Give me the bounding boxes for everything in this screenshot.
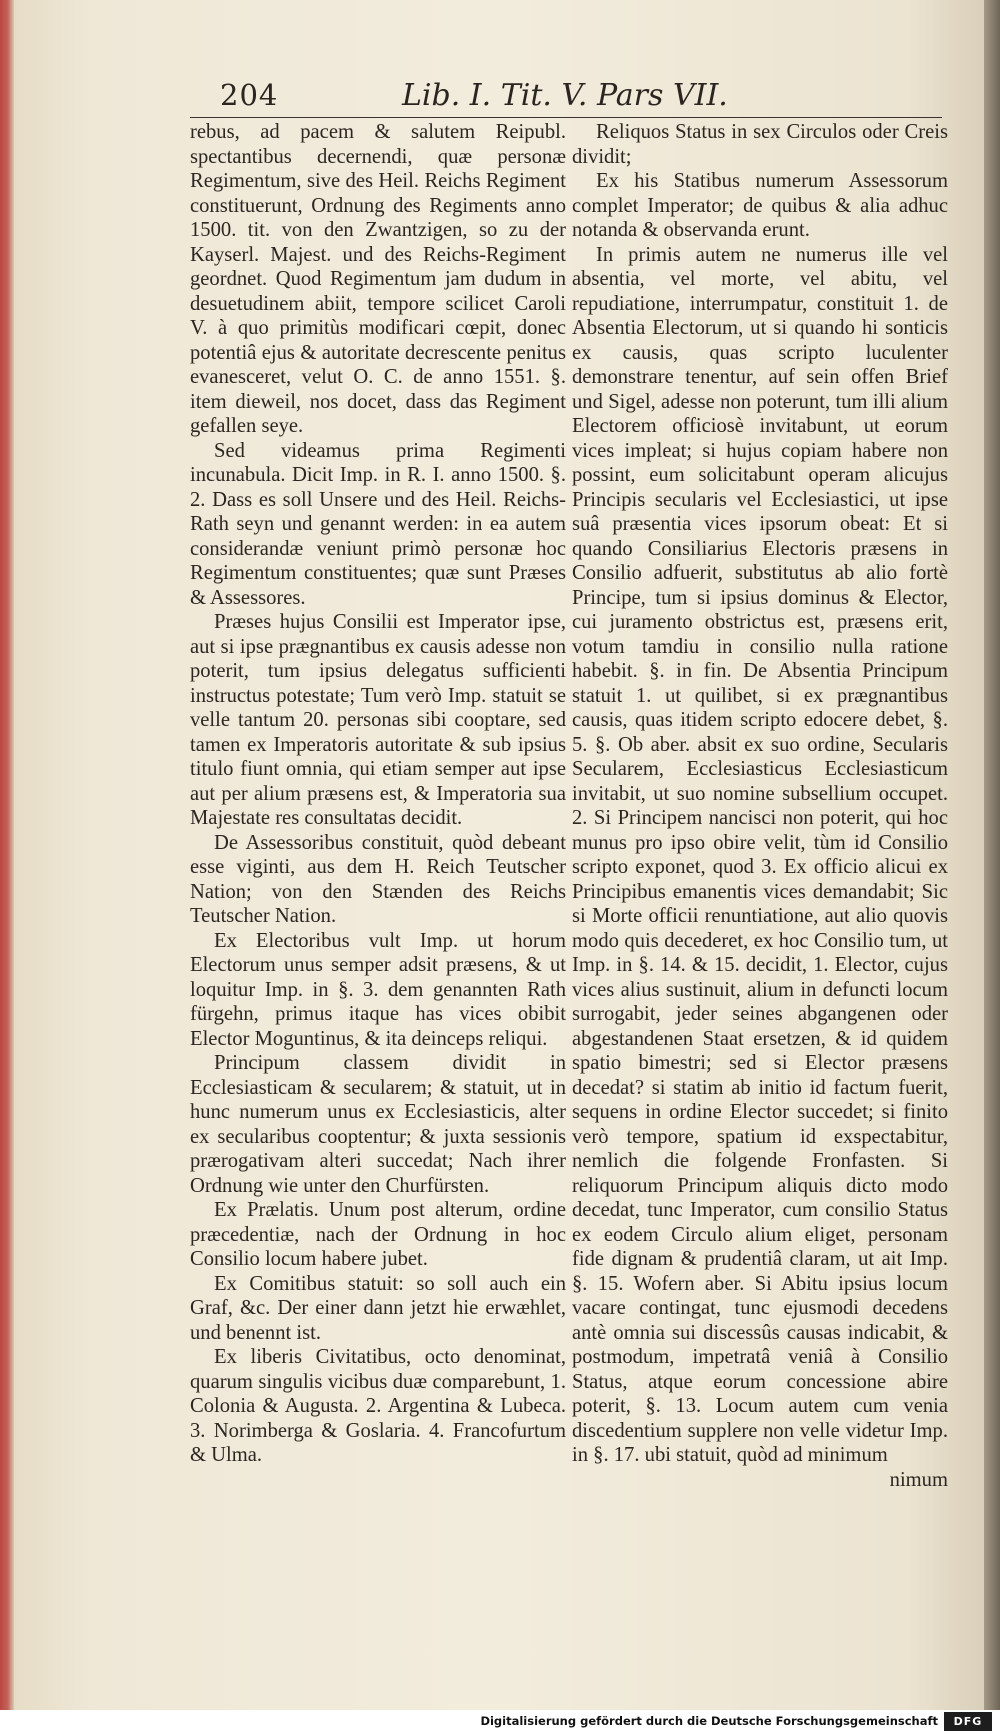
paragraph: In primis autem ne numerus ille vel absentia, vel morte, vel abitu, vel repudiatione, interrumpatur, constituit 1. de Absentia Electorum, ut si quando hi sonticis ex causis, quas scripto luculenter demonstrare tenentur, auf sein offen Brief und Sigel, adesse non poterunt, tum illi alium Electorem officiosè invitabunt, ut eorum vices impleat; si hujus copiam habere non possint, eum solicitabunt operam alicujus Principis secularis vel Ecclesiastici, ut ipse suâ præsentia vices ipsorum obeat: Et si quando Consiliarius Electoris præsens in Consilio adfuerit, substitutus ab alio fortè Principe, tum si ipsius dominus & Elector, cui juramento obstrictus est, præsens erit, votum tamdiu in consilio nulla ratione habebit. §. in fin. De Absentia Principum statuit 1. ut quilibet, si ex prægnantibus causis, quas itidem scripto edocere debet, §. 5. §. Ob aber. absit ex suo ordine, Secularis Secularem, Ecclesiasticus Ecclesiasticum invitabit, ut suo nomine subsellium occupet. 2. Si Principem nancisci non poterit, qui hoc munus pro ipso obire velit, tùm id Consilio scripto exponet, quod 3. Ex officio alicui ex Principibus emanentis vices demandabit; Sic si Morte officii renuntiatione, aut alio quovis modo quis decederet, ex hoc Consilio tum, ut Imp. in §. 14. & 15. decidit, 1. Elector, cujus vices alius sustinuit, alium in defuncti locum surrogabit, jeder seines abgangenen oder abgestandenen Staat ersetzen, & id quidem spatio bimestri; sed si Elector præsens decedat? si statim ab initio id factum fuerit, sequens in ordine Elector succedet; si finito verò tempore, spatium id exspectabitur, nemlich die folgende Fronfasten. Si reliquorum Principum aliquis dicto modo decedat, tunc Imperator, cum consilio Status ex eodem Circulo alium eliget, personam fide dignam & prudentiâ claram, ut ait Imp. §. 15. Wofern aber. Si Abitu ipsius locum vacare contingat, tunc ejusmodi decedens antè omnia sui discessûs causas indicabit, & postmodum, impetratâ veniâ à Consilio Status, atque eorum concessione abire poterit, §. 13. Locum autem cum venia discedentium supplere non velle videtur Imp. in §. 17. ubi statuit, quòd ad minimum (572, 243, 948, 1466)
left-column (190, 120, 566, 1468)
paragraph: Ex Prælatis. Unum post alterum, ordine præcedentiæ, nach der Ordnung in hoc Consilio locum habere jubet. (190, 1199, 566, 1270)
paragraph: rebus, ad pacem & salutem Reipubl. spectantibus decernendi, quæ personæ Regimentum, sive des Heil. Reichs Regiment constituerunt, Ordnung des Regiments anno 1500. tit. von den Zwantzigen, so zu der Kayserl. Majest. und des Reichs-Regiment geordnet. Quod Regimentum jam dudum in desuetudinem abiit, tempore scilicet Caroli V. à quo primitùs modificari cœpit, donec potentiâ ejus & autoritate decrescente penitus evanesceret, velut O. C. de anno 1551. §. item dieweil, nos docet, dass das Regiment gefallen seye. (190, 121, 566, 437)
page-header (190, 78, 950, 122)
header-rule (190, 117, 942, 118)
right-column (572, 120, 948, 1492)
running-head: Lib. I. Tit. V. Pars VII. (402, 78, 728, 113)
paragraph: Ex his Statibus numerum Assessorum complet Imperator; de quibus & alia adhuc notanda & observanda erunt. (572, 170, 948, 241)
page-number: 204 (220, 78, 279, 112)
paragraph: Ex Electoribus vult Imp. ut horum Electorum unus semper adsit præsens, & ut loquitur Imp. in §. 3. dem genannten Rath fürgehn, primus itaque has vices obibit Elector Moguntinus, & ita deinceps reliqui. (190, 929, 566, 1050)
catchword: nimum (889, 1468, 948, 1491)
page-fore-edge (984, 0, 1000, 1734)
book-spine-edge (0, 0, 14, 1734)
paragraph: Reliquos Status in sex Circulos oder Creis dividit; (572, 121, 948, 168)
paragraph: De Assessoribus constituit, quòd debeant esse viginti, aus dem H. Reich Teutscher Nation; von den Stænden des Reichs Teutscher Nation. (190, 831, 566, 927)
dfg-logo-icon: DFG (944, 1712, 992, 1731)
footer-credit: Digitalisierung gefördert durch die Deutsche Forschungsgemeinschaft (480, 1714, 938, 1728)
paragraph: Ex liberis Civitatibus, octo denominat, quarum singulis vicibus duæ comparebunt, 1. Colonia & Augusta. 2. Argentina & Lubeca. 3. Norimberga & Goslaria. 4. Francofurtum & Ulma. (190, 1346, 566, 1466)
paragraph: Principum classem dividit in Ecclesiasticam & secularem; & statuit, ut in hunc numerum unus ex Ecclesiasticis, alter ex secularibus cooptentur; & juxta sessionis prærogativam alteri succedat; Nach ihrer Ordnung wie unter den Churfürsten. (190, 1052, 566, 1197)
paragraph: Ex Comitibus statuit: so soll auch ein Graf, &c. Der einer dann jetzt hie erwæhlet, und benennt ist. (190, 1272, 566, 1344)
digitization-footer (0, 1710, 1000, 1734)
paragraph: Sed videamus prima Regimenti incunabula. Dicit Imp. in R. I. anno 1500. §. 2. Dass es soll Unsere und des Heil. Reichs-Rath seyn und genannt werden: in ea autem considerandæ veniunt primò personæ hoc Regimentum constituentes; quæ sunt Præses & Assessores. (190, 439, 566, 609)
paragraph: Præses hujus Consilii est Imperator ipse, aut si ipse prægnantibus ex causis adesse non poterit, tum ipsius delegatus sufficienti instructus potestate; Tum verò Imp. statuit se velle tantum 20. personas sibi cooptare, sed tamen ex Imperatoris autoritate & sub ipsius titulo fiunt omnia, qui etiam semper aut ipse aut per alium præsens est, & Imperatoria sua Majestate res consultatas decidit. (190, 611, 566, 829)
